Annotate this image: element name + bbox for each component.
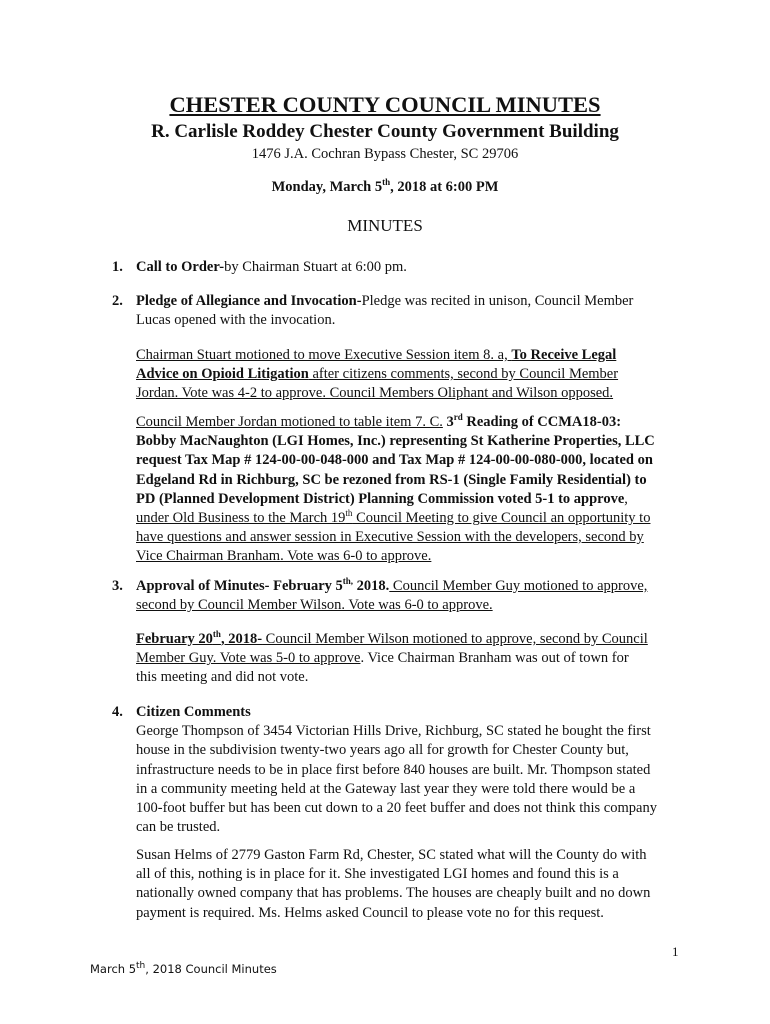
motion-text-sup: th <box>345 508 353 519</box>
meeting-date-text: Monday, March 5 <box>271 179 383 195</box>
item-pledge <box>136 292 684 330</box>
item-text: house in the subdivision twenty-two years ago all for growth for Chester County but, <box>136 742 629 759</box>
item-number: 2. <box>112 293 123 309</box>
document-title: CHESTER COUNTY COUNCIL MINUTES <box>169 92 601 117</box>
item-text: by Chairman Stuart at 6:00 pm. <box>224 259 407 275</box>
section-heading: MINUTES <box>347 216 423 235</box>
motion-text-part: Council Meeting to give Council an opportunity to <box>352 510 651 527</box>
item-text: 100-foot buffer but has been cut down to a 20 feet buffer and does not think this company <box>136 800 657 817</box>
motion-executive-session <box>136 346 684 404</box>
item-text: George Thompson of 3454 Victorian Hills Drive, Richburg, SC stated he bought the first <box>136 723 651 740</box>
item-title: Pledge of Allegiance and Invocation- <box>136 293 362 309</box>
item-title: Citizen Comments <box>136 704 251 720</box>
motion-text: after citizens comments, second by Council Member <box>308 366 619 383</box>
item-text: this meeting and did not vote. <box>136 669 309 686</box>
motion-subject: Edgeland Rd in Richburg, SC be rezoned from RS-1 (Single Family Residential) to <box>136 471 647 488</box>
item-text: Council Member Guy motioned to approve, <box>389 578 648 594</box>
item-text: Member Guy. Vote was 5-0 to approve <box>136 650 361 667</box>
minutes-february-20 <box>136 630 684 688</box>
item-subtitle-text: February 20 <box>136 631 213 647</box>
motion-text: Chairman Stuart motioned to move Executive Session item 8. a, <box>136 347 512 363</box>
item-text: nationally owned company that has problems. The houses are cheaply built and no down <box>136 885 651 902</box>
item-text: in a community meeting held at the Gateway last year they were told there would be a <box>136 780 636 797</box>
building-name: R. Carlisle Roddey Chester County Government Building <box>151 121 619 142</box>
item-text: all of this, nothing is in place for it. She investigated LGI homes and found this is a <box>136 866 619 883</box>
item-text: . Vice Chairman Branham was out of town for <box>360 650 629 667</box>
motion-subject: Advice on Opioid Litigation <box>136 366 309 383</box>
item-approval-of-minutes <box>136 577 684 615</box>
motion-text: , <box>624 490 628 507</box>
footer-text: , 2018 Council Minutes <box>145 962 277 976</box>
motion-text: Council Member Jordan motioned to table item 7. C. <box>136 414 443 430</box>
page-footer <box>90 962 277 976</box>
motion-subject: Bobby MacNaughton (LGI Homes, Inc.) representing St Katherine Properties, LLC <box>136 433 655 450</box>
page-number: 1 <box>672 944 679 959</box>
motion-text-part: under Old Business to the March 19 <box>136 510 346 527</box>
item-text: can be trusted. <box>136 819 221 836</box>
building-address: 1476 J.A. Cochran Bypass Chester, SC 29706 <box>251 146 519 162</box>
motion-vote: Vice Chairman Branham. Vote was 6-0 to approve. <box>136 548 432 565</box>
motion-subject: request Tax Map # 124-00-00-048-000 and Tax Map # 124-00-00-080-000, located on <box>136 452 653 469</box>
motion-subject-text: Reading of CCMA18-03: <box>462 414 622 430</box>
motion-subject-sup: rd <box>453 412 463 423</box>
item-subtitle-sup: th <box>212 629 221 640</box>
item-number: 3. <box>112 578 123 594</box>
item-title <box>136 578 389 594</box>
footer-sup: th <box>136 961 146 972</box>
item-text: infrastructure needs to be in place first before 840 houses are built. Mr. Thompson stated <box>136 761 651 778</box>
item-title: Call to Order- <box>136 259 225 275</box>
motion-subject: PD (Planned Development District) Planning Commission voted 5-1 to approve <box>136 490 625 507</box>
item-text: second by Council Member Wilson. Vote was 6-0 to approve. <box>136 597 493 614</box>
motion-table-item <box>136 413 684 567</box>
meeting-date <box>0 179 770 196</box>
item-title-text: Approval of Minutes- February 5 <box>136 578 343 594</box>
item-citizen-comments <box>136 703 684 837</box>
item-text: Council Member Wilson motioned to approve, second by Council <box>262 631 648 647</box>
motion-text: have questions and answer session in Executive Session with the developers, second by <box>136 529 644 546</box>
footer-text: March 5 <box>90 962 137 976</box>
item-subtitle <box>136 631 262 647</box>
motion-subject-text: 3 <box>442 414 454 430</box>
item-text: Pledge was recited in unison, Council Member <box>361 293 634 309</box>
meeting-date-sup: th <box>382 177 391 188</box>
motion-subject <box>443 414 621 430</box>
item-call-to-order <box>136 258 684 277</box>
motion-subject: To Receive Legal <box>511 347 617 363</box>
item-number: 4. <box>112 704 123 720</box>
meeting-date-time: , 2018 at 6:00 PM <box>390 179 499 195</box>
item-number: 1. <box>112 259 123 275</box>
motion-text <box>136 509 684 528</box>
motion-vote: Jordan. Vote was 4-2 to approve. Council Members Oliphant and Wilson opposed. <box>136 385 614 402</box>
item-text: Susan Helms of 2779 Gaston Farm Rd, Chester, SC stated what will the County do with <box>136 847 647 863</box>
citizen-comment-helms <box>136 846 684 923</box>
item-subtitle-text: , 2018- <box>220 631 263 647</box>
item-title-sup: th, <box>342 576 354 587</box>
item-title-text: 2018. <box>353 578 390 594</box>
item-text: payment is required. Ms. Helms asked Council to please vote no for this request. <box>136 904 604 921</box>
item-text: Lucas opened with the invocation. <box>136 312 336 329</box>
